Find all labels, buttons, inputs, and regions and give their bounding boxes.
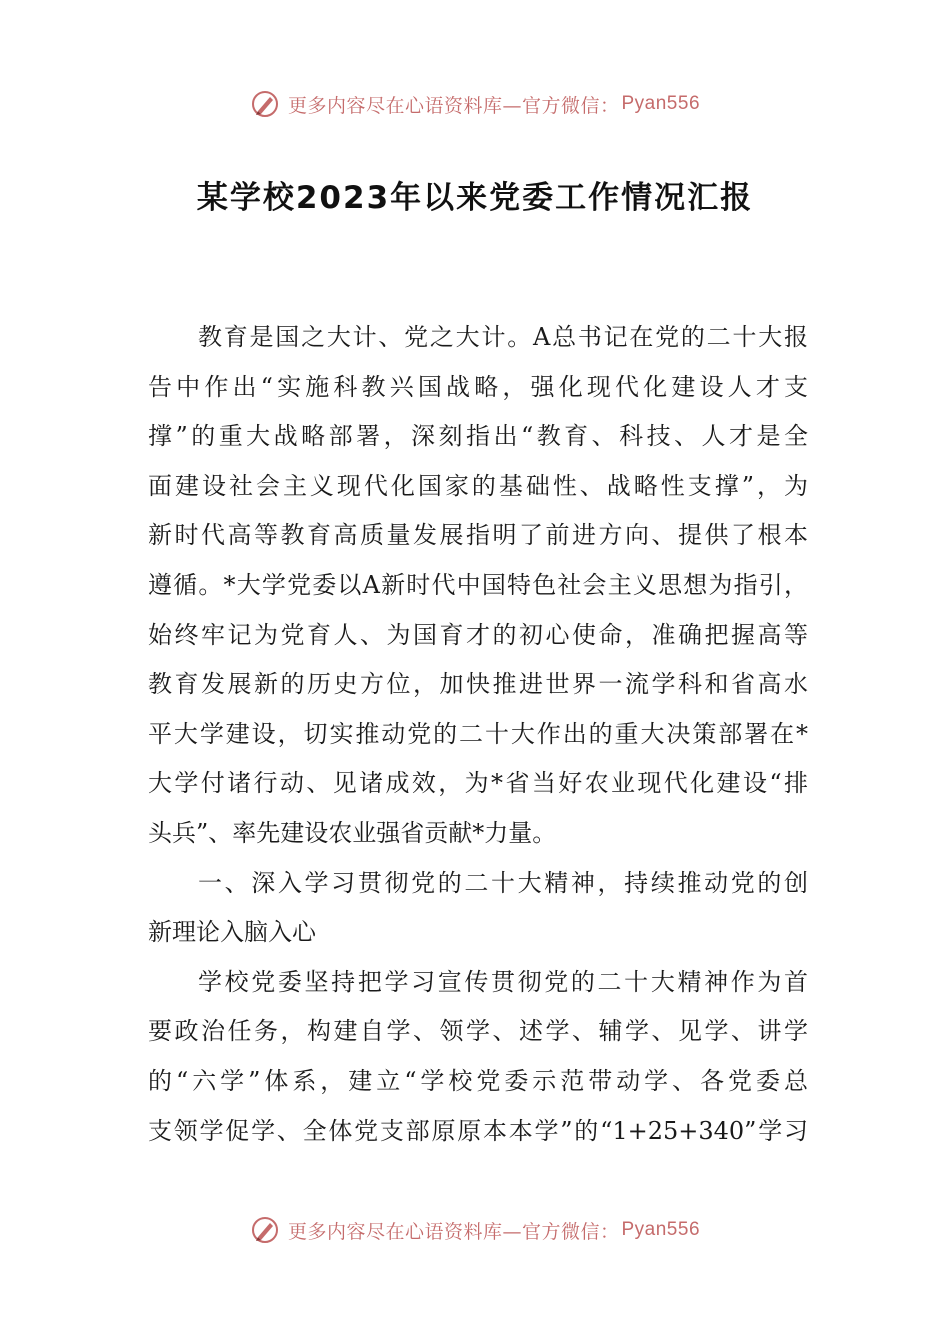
body-line: 遵循。*大学党委以A新时代中国特色社会主义思想为指引， [148,570,808,599]
body-line: 教育是国之大计、党之大计。A总书记在党的二十大报 [198,323,808,351]
body-line: 始终牢记为党育人、为国育才的初心使命，准确把握高等 [148,620,808,649]
body-line: 支领学促学、全体党支部原原本本学”的“1+25+340”学习 [148,1116,808,1145]
body-line: 教育发展新的历史方位，加快推进世界一流学科和省高水 [148,670,808,699]
header-watermark [0,84,950,124]
body-line: 撑”的重大战略部署，深刻指出“教育、科技、人才是全 [148,422,808,451]
body-line: 平大学建设，切实推动党的二十大作出的重大决策部署在* [148,719,808,748]
body-line: 要政治任务，构建自学、领学、述学、辅学、见学、讲学 [148,1017,808,1046]
section-heading-line: 新理论入脑入心 [148,918,316,947]
footer-watermark [0,1210,950,1250]
watermark-text: 更多内容尽在心语资料库—官方微信： [287,94,620,117]
pen-logo-icon [250,1215,280,1245]
body-line: 的“六学”体系，建立“学校党委示范带动学、各党委总 [148,1066,808,1095]
watermark-wechat-id: Pyan556 [621,93,701,114]
document-title: 某学校2023年以来党委工作情况汇报 [196,180,754,216]
watermark-text: 更多内容尽在心语资料库—官方微信： [287,1220,620,1243]
body-line: 面建设社会主义现代化国家的基础性、战略性支撑”，为 [148,471,808,500]
body-line: 学校党委坚持把学习宣传贯彻党的二十大精神作为首 [198,967,808,996]
body-line: 新时代高等教育高质量发展指明了前进方向、提供了根本 [148,521,808,550]
section-heading-line: 一、深入学习贯彻党的二十大精神，持续推动党的创 [198,868,808,897]
body-line: 告中作出“实施科教兴国战略，强化现代化建设人才支 [148,372,808,401]
watermark-wechat-id: Pyan556 [621,1219,701,1240]
body-line: 头兵”、率先建设农业强省贡献*力量。 [148,818,557,847]
body-line: 大学付诸行动、见诸成效，为*省当好农业现代化建设“排 [148,769,808,798]
pen-logo-icon [250,89,280,119]
document-body [148,313,808,1156]
